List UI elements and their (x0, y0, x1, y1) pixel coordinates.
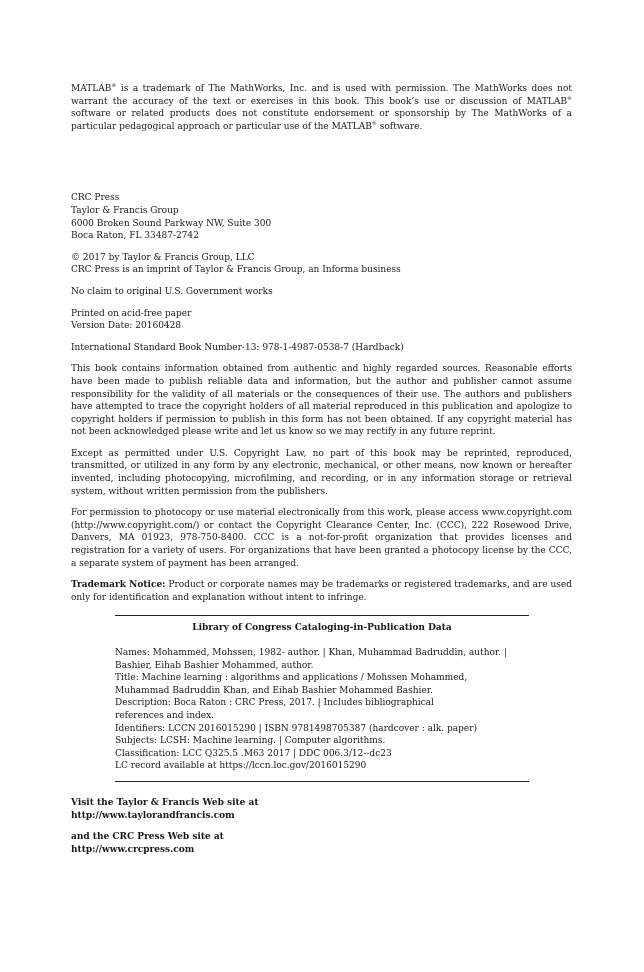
cip-line: references and index. (115, 710, 215, 721)
cip-body (115, 647, 529, 773)
disclaimer-paragraph: This book contains information obtained from authentic and highly regarded sources. Reasonable efforts have been made to publish reliable data and information, but the author and publisher cannot assume responsibility for the validity of all materials or the consequences of their use. The authors and publishers have attempted to trace the copyright holders of all material reproduced in this publication and apologize to copyright holders if permission to publish in this form has not been obtained. If any copyright material has not been acknowledged please write and let us know so we may rectify in any future reprint. (71, 364, 572, 438)
taylor-francis-link[interactable]: http://www.taylorandfrancis.com (71, 810, 235, 821)
permission-paragraph: For permission to photocopy or use material electronically from this work, please access www.copyright.com (http://www.copyright.com/) or contact the Copyright Clearance Center, Inc. (CCC), 222 Rosewood Drive, Danvers, MA 01923, 978-750-8400. CCC is a not-for-profit organization that provides licenses and registration for a variety of users. For organizations that have been granted a photocopy license by the CCC, a separate system of payment has been arranged. (71, 508, 572, 569)
matlab-notice: MATLAB® is a trademark of The MathWorks, Inc. and is used with permission. The MathWorks does not warrant the accuracy of the text or exercises in this book. This book’s use or discussion of MATLAB® software or related products does not constitute endorsement or sponsorship by The MathWorks of a particular pedagogical approach or particular use of the MATLAB® software. (71, 83, 572, 132)
publisher-address: CRC Press Taylor & Francis Group 6000 Broken Sound Parkway NW, Suite 300 Boca Raton, FL 33487-2742 (71, 193, 272, 242)
copyright-page (71, 83, 572, 856)
cip-line: Title: Machine learning : algorithms and applications / Mohssen Mohammed, (115, 673, 468, 684)
cip-line: LC record available at https://lccn.loc.gov/2016015290 (115, 761, 367, 772)
visit-crc-press: and the CRC Press Web site at http://www.crcpress.com (71, 831, 572, 856)
isbn: International Standard Book Number-13: 978-1-4987-0538-7 (Hardback) (71, 342, 404, 353)
printing-info: Printed on acid-free paper Version Date: 20160428 (71, 308, 192, 332)
crc-press-link[interactable]: http://www.crcpress.com (71, 844, 195, 855)
trademark-notice: Trademark Notice: Product or corporate names may be trademarks or registered trademarks, and are used only for identification and explanation without intent to infringe. (71, 580, 572, 603)
cip-line: Names: Mohammed, Mohssen, 1982- author. | Khan, Muhammad Badruddin, author. | (115, 648, 507, 658)
no-claim: No claim to original U.S. Government works (71, 286, 273, 297)
cip-line: Description: Boca Raton : CRC Press, 2017. | Includes bibliographical (115, 698, 434, 709)
visit-taylor-francis: Visit the Taylor & Francis Web site at http://www.taylorandfrancis.com (71, 797, 572, 822)
copyright-law-paragraph: Except as permitted under U.S. Copyright Law, no part of this book may be reprinted, reproduced, transmitted, or utilized in any form by any electronic, mechanical, or other means, now known or hereafter invented, including photocopying, microfilming, and recording, or in any information storage or retrieval system, without written permission from the publishers. (71, 448, 572, 497)
cip-line: Identifiers: LCCN 2016015290 | ISBN 9781498705387 (hardcover : alk. paper) (115, 723, 478, 734)
cip-data-block (115, 615, 529, 782)
cip-line: Muhammad Badruddin Khan, and Eihab Bashier Mohammed Bashier. (115, 685, 433, 696)
cip-line: Subjects: LCSH: Machine learning. | Computer algorithms. (115, 736, 386, 747)
cip-line: Classification: LCC Q325.5 .M63 2017 | DDC 006.3/12--dc23 (115, 748, 392, 759)
cip-line: Bashier, Eihab Bashier Mohammed, author. (115, 660, 314, 671)
cip-title: Library of Congress Cataloging-in-Publication Data (192, 623, 452, 634)
copyright-notice: © 2017 by Taylor & Francis Group, LLC CRC Press is an imprint of Taylor & Francis Group, an Informa business (71, 252, 401, 276)
